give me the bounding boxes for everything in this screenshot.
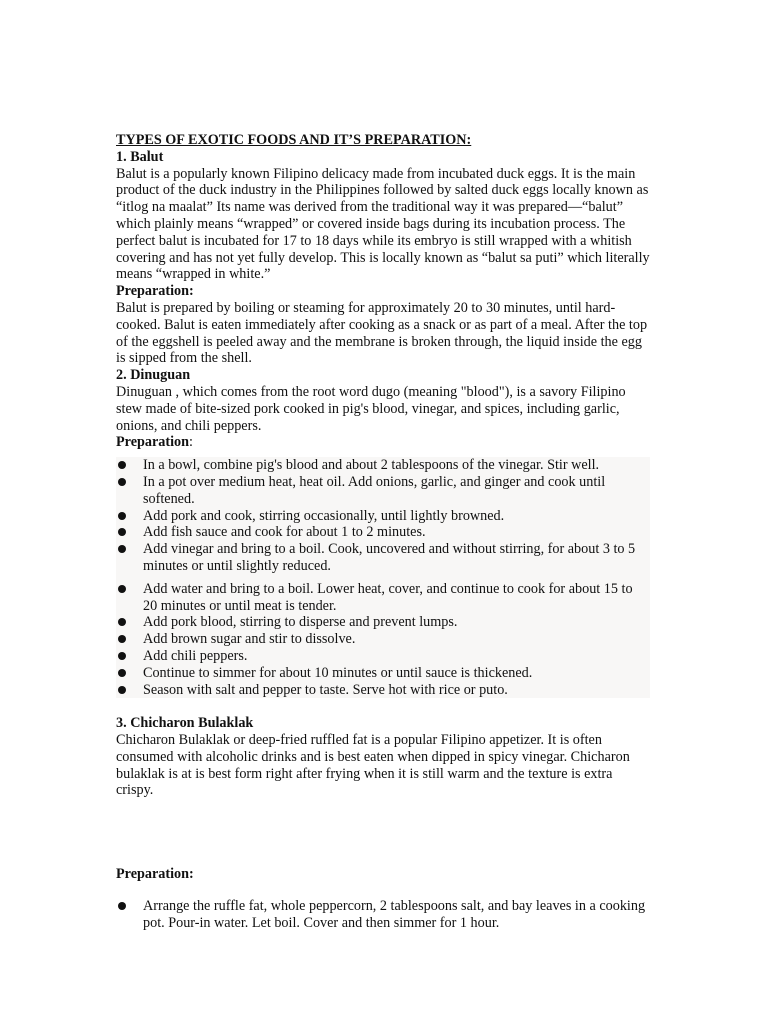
dinuguan-preparation-label: Preparation [116,434,190,451]
list-item: Add water and bring to a boil. Lower heat, cover, and continue to cook for about 15 to 20 minutes or until meat is tender. [116,581,650,615]
section-heading-chicharon: 3. Chicharon Bulaklak [116,715,254,732]
dinuguan-description: Dinuguan , which comes from the root word dugo (meaning "blood"), is a savory Filipino stew made of bite-sized pork cooked in pig's blood, vinegar, and spices, including garlic, onions, and chili peppers. [116,383,626,434]
dinuguan-preparation-colon: : [189,434,193,451]
list-item: Add brown sugar and stir to dissolve. [116,631,650,648]
list-item: In a bowl, combine pig's blood and about 2 tablespoons of the vinegar. Stir well. [116,457,650,474]
balut-preparation-text: Balut is prepared by boiling or steaming for approximately 20 to 30 minutes, until hard-cooked. Balut is eaten immediately after cooking as a snack or as part of a meal. After the top of the eggshell is peeled away and the membrane is broken through, the liquid inside the egg is sipped from the shell. [116,299,648,367]
list-item: Add pork blood, stirring to disperse and prevent lumps. [116,614,650,631]
list-item: Add pork and cook, stirring occasionally, until lightly browned. [116,508,650,525]
dinuguan-preparation-heading [116,434,650,451]
section-heading-balut: 1. Balut [116,148,164,165]
list-item: Continue to simmer for about 10 minutes or until sauce is thickened. [116,665,650,682]
balut-preparation-label: Preparation: [116,283,194,300]
chicharon-steps-list [116,898,650,932]
chicharon-preparation-label: Preparation: [116,866,194,883]
list-item: Season with salt and pepper to taste. Serve hot with rice or puto. [116,682,650,699]
list-item: In a pot over medium heat, heat oil. Add onions, garlic, and ginger and cook until softened. [116,474,650,508]
list-item: Arrange the ruffle fat, whole peppercorn, 2 tablespoons salt, and bay leaves in a cooking pot. Pour-in water. Let boil. Cover and then simmer for 1 hour. [116,898,650,932]
list-item: Add vinegar and bring to a boil. Cook, uncovered and without stirring, for about 3 to 5 minutes or until slightly reduced. [116,541,650,575]
document-title: TYPES OF EXOTIC FOODS AND IT’S PREPARATION: [116,132,472,148]
section-heading-dinuguan: 2. Dinuguan [116,367,191,384]
document-body [116,132,650,932]
list-item: Add fish sauce and cook for about 1 to 2 minutes. [116,524,650,541]
list-item: Add chili peppers. [116,648,650,665]
balut-description: Balut is a popularly known Filipino delicacy made from incubated duck eggs. It is the main product of the duck industry in the Philippines followed by salted duck eggs locally known as “itlog na maalat” Its name was derived from the traditional way it was prepared—“balut” which plainly means “wrapped” or covered inside bags during its incubation process. The perfect balut is incubated for 17 to 18 days while its embryo is still wrapped with a whitish covering and has not yet fully develop. This is locally known as “balut sa puti” which literally means “wrapped in white.” [116,165,650,283]
dinuguan-steps-list [116,457,650,698]
chicharon-description: Chicharon Bulaklak or deep-fried ruffled fat is a popular Filipino appetizer. It is often consumed with alcoholic drinks and is best eaten when dipped in spicy vinegar. Chicharon bulaklak is at is best form right after frying when it is still warm and the texture is extra crispy. [116,732,630,799]
